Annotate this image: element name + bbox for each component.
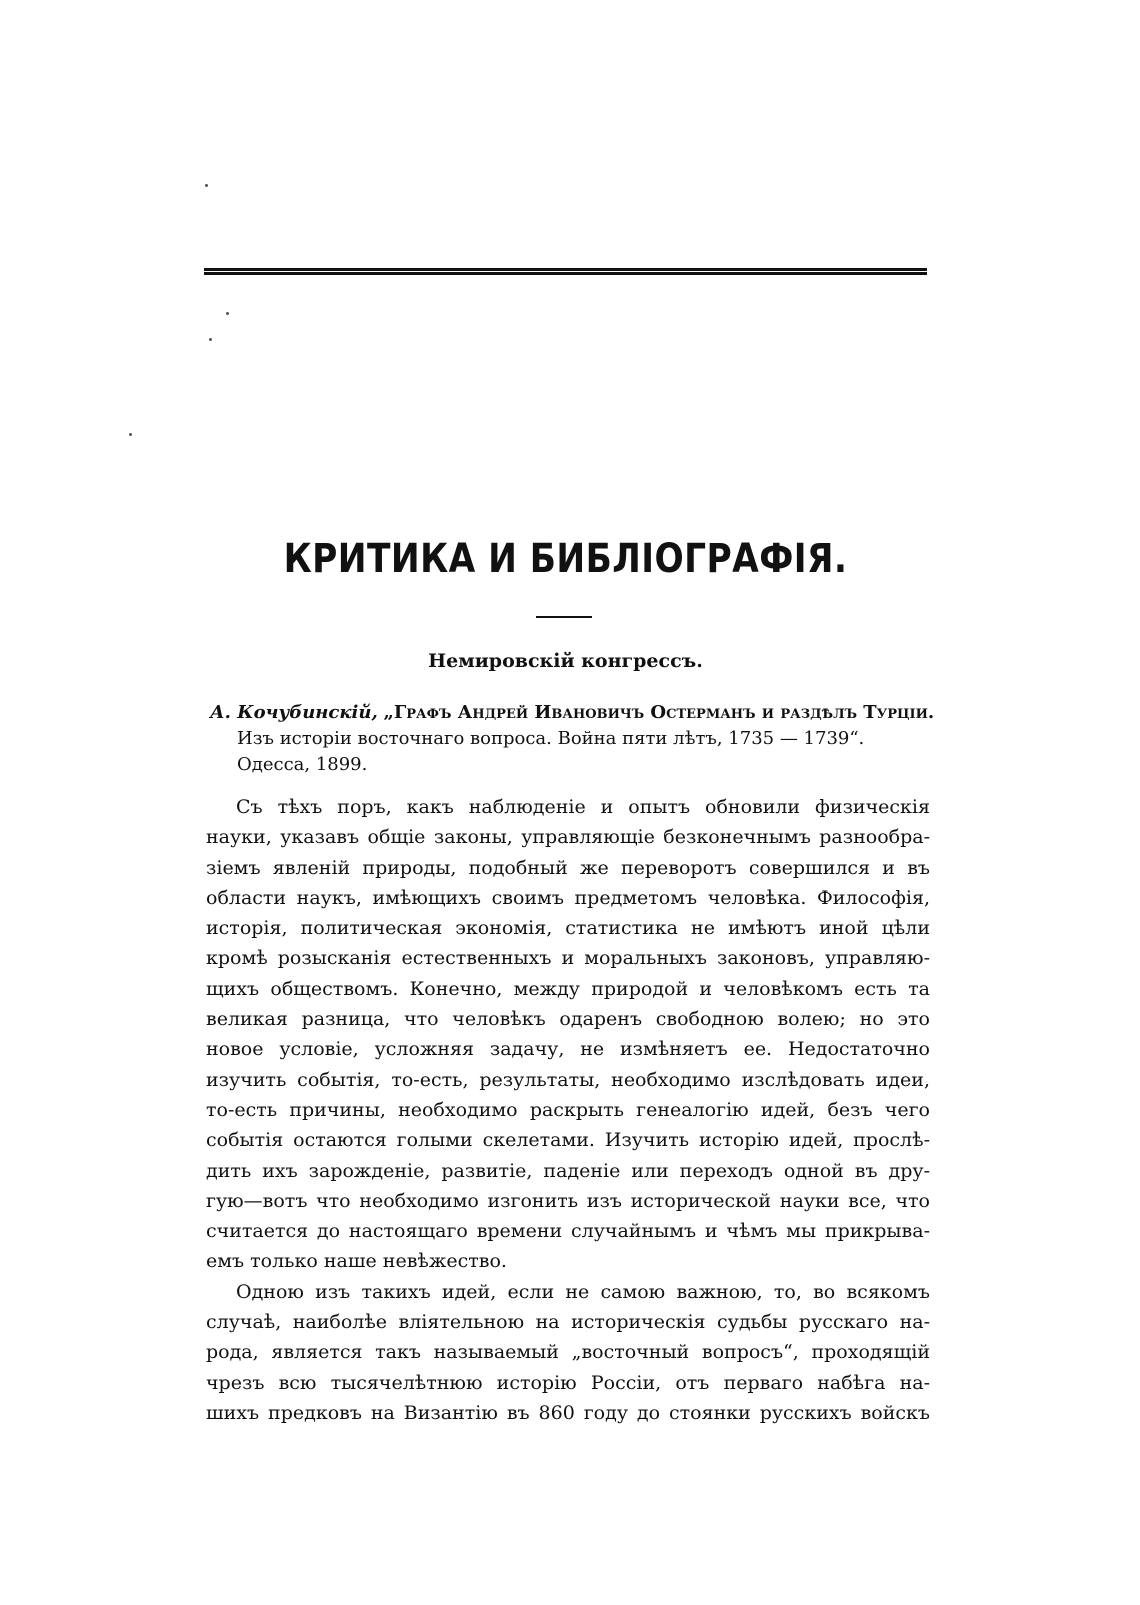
text-line: считается до настоящаго времени случайнымъ и чѣмъ мы прикрыва- — [206, 1220, 930, 1243]
text-line: рода, является такъ называемый „восточный вопросъ“, проходящій — [206, 1341, 930, 1364]
bib-author: А. Кочубинскій, — [210, 702, 378, 723]
section-title: КРИТИКА И БИБЛІОГРАФІЯ. — [283, 536, 848, 582]
scan-speck — [209, 338, 212, 341]
title-separator-rule — [536, 616, 592, 618]
bibliographic-entry — [210, 700, 935, 778]
text-line: зіемъ явленій природы, подобный же переворотъ совершился и въ — [206, 856, 930, 879]
bib-line-3: Одесса, 1899. — [237, 754, 368, 775]
paragraph-1 — [206, 792, 930, 1277]
text-line: изучить событія, то-есть, результаты, необходимо изслѣдовать идеи, — [206, 1068, 930, 1091]
paragraph-2 — [206, 1277, 930, 1428]
text-line: исторія, политическая экономія, статистика не имѣютъ иной цѣли — [206, 917, 930, 940]
text-line: кромѣ розысканія естественныхъ и моральныхъ законовъ, управляю- — [206, 947, 930, 970]
text-line: гую—вотъ что необходимо изгонить изъ исторической науки все, что — [206, 1189, 930, 1212]
text-line: Одною изъ такихъ идей, если не самою важною, то, во всякомъ — [236, 1280, 930, 1303]
text-line: науки, указавъ общіе законы, управляющіе безконечнымъ разнообра- — [206, 826, 930, 849]
bib-title: „Графъ Андрей Ивановичъ Остерманъ и раздѣлъ Турціи. — [383, 702, 935, 723]
header-double-rule — [204, 268, 927, 275]
text-line: чрезъ всю тысячелѣтнюю исторію Россіи, отъ перваго набѣга на- — [206, 1371, 930, 1394]
bib-line-2: Изъ исторіи восточнаго вопроса. Война пяти лѣтъ, 1735 — 1739“. — [237, 728, 865, 749]
text-line: дить ихъ зарожденіе, развитіе, паденіе или переходъ одной въ дру- — [206, 1159, 930, 1182]
scan-speck — [205, 184, 208, 187]
text-line: емъ только наше невѣжество. — [206, 1250, 507, 1273]
text-line: великая разница, что человѣкъ одаренъ свободною волею; но это — [206, 1008, 930, 1031]
text-line: случаѣ, наиболѣе вліятельною на историческія судьбы русскаго на- — [206, 1311, 930, 1334]
scan-speck — [226, 312, 229, 315]
text-line: событія остаются голыми скелетами. Изучить исторію идей, прослѣ- — [206, 1129, 930, 1152]
text-line: Съ тѣхъ поръ, какъ наблюденіе и опытъ обновили физическія — [236, 796, 930, 818]
body-text — [206, 792, 930, 1428]
scan-speck — [129, 433, 132, 436]
text-line: области наукъ, имѣющихъ своимъ предметомъ человѣка. Философія, — [206, 886, 930, 909]
text-line: то-есть причины, необходимо раскрыть генеалогію идей, безъ чего — [206, 1098, 930, 1121]
text-line: щихъ обществомъ. Конечно, между природой и человѣкомъ есть та — [206, 977, 930, 1000]
article-subtitle: Немировскій конгрессъ. — [428, 650, 703, 672]
text-line: новое условіе, усложняя задачу, не измѣняетъ ее. Недостаточно — [206, 1038, 930, 1061]
text-line: шихъ предковъ на Византію въ 860 году до стоянки русскихъ войскъ — [206, 1401, 930, 1424]
bib-line-1 — [210, 700, 935, 726]
